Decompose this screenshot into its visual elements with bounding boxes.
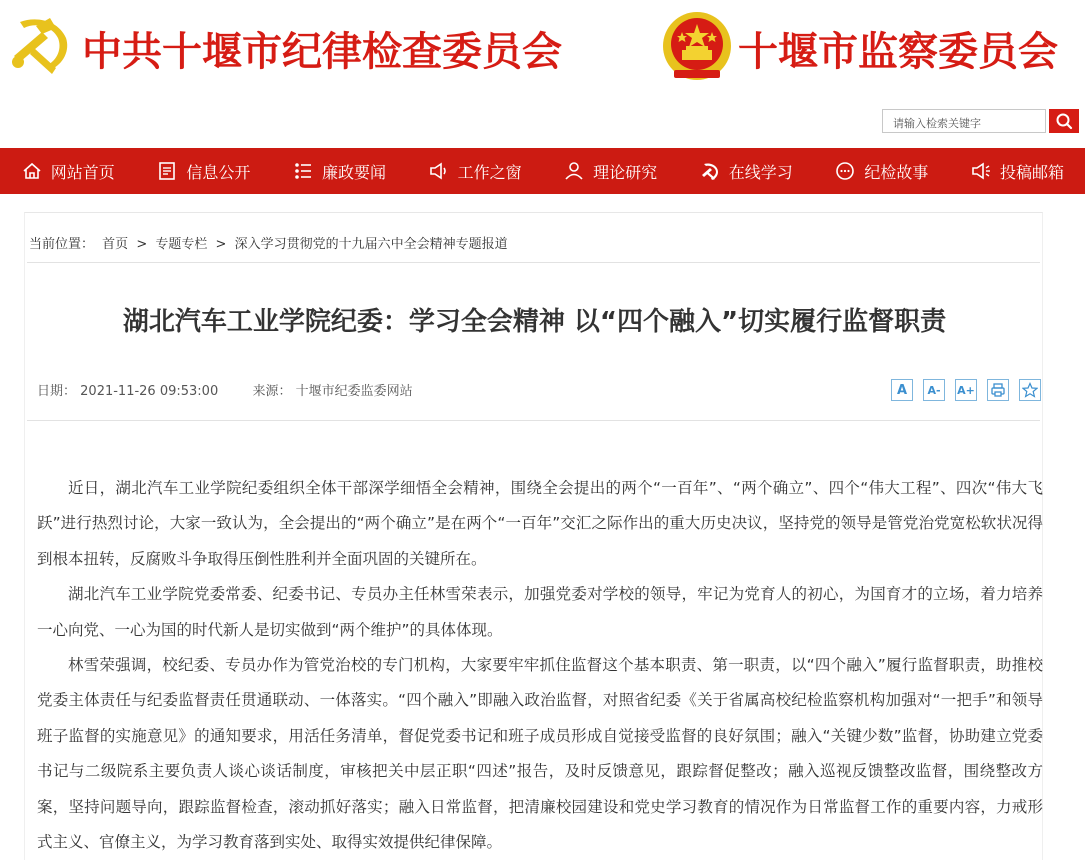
print-button[interactable] bbox=[987, 379, 1009, 401]
supervision-title: 十堰市监察委员会 bbox=[738, 28, 1058, 75]
national-emblem-icon bbox=[660, 10, 734, 84]
nav-item-study[interactable] bbox=[678, 148, 814, 194]
breadcrumb-separator: > bbox=[136, 237, 148, 252]
article-container bbox=[24, 212, 1043, 860]
breadcrumb bbox=[29, 233, 512, 252]
breadcrumb-link-special[interactable]: 专题专栏 bbox=[155, 237, 208, 252]
search-button[interactable] bbox=[1049, 109, 1079, 133]
nav-label: 在线学习 bbox=[728, 162, 793, 182]
nav-item-theory[interactable] bbox=[542, 148, 678, 194]
date-label: 日期： bbox=[37, 384, 77, 399]
nav-label: 理论研究 bbox=[593, 162, 658, 182]
nav-item-info[interactable] bbox=[136, 148, 272, 194]
article-body bbox=[37, 471, 1043, 860]
article-tools bbox=[891, 379, 1051, 401]
search-icon bbox=[1049, 109, 1079, 133]
font-smaller-button[interactable] bbox=[923, 379, 945, 401]
search-input[interactable]: 请输入检索关键字 bbox=[882, 109, 1046, 133]
nav-label: 网站首页 bbox=[50, 162, 115, 182]
article-paragraph: 近日，湖北汽车工业学院纪委组织全体干部深学细悟全会精神，围绕全会提出的两个“一百年”、“两个确立”、四个“伟大工程”、四次“伟大飞跃”进行热烈讨论，大家一致认为，全会提出的“两个确立”是在两个“一百年”交汇之际作出的重大历史决议，坚持党的领导是管党治党宽松软状况得到根本扭转，反腐败斗争取得压倒性胜利并全面巩固的关键所在。 bbox=[37, 479, 1043, 568]
divider bbox=[27, 262, 1040, 263]
article-meta bbox=[37, 380, 413, 399]
party-emblem-icon bbox=[6, 12, 74, 80]
favorite-button[interactable] bbox=[1019, 379, 1041, 401]
nav-item-home[interactable] bbox=[0, 148, 136, 194]
chat-icon bbox=[834, 160, 856, 182]
font-default-button[interactable] bbox=[891, 379, 913, 401]
font-default-icon: A bbox=[896, 382, 908, 398]
speaker-icon bbox=[970, 160, 992, 182]
article-paragraph: 林雪荣强调，校纪委、专员办作为管党治校的专门机构，大家要牢牢抓住监督这个基本职责、第一职责，以“四个融入”履行监督职责，助推校党委主体责任与纪委监督责任贯通联动、一体落实。“四个融入”即融入政治监督，对照省纪委《关于省属高校纪检监察机构加强对“一把手”和领导班子监督的实施意见》的通知要求，用活任务清单，督促党委书记和班子成员形成自觉接受监督的良好氛围；融入“关键少数”监督，协助建立党委书记与二级院系主要负责人谈心谈话制度，审核把关中层正职“四述”报告，及时反馈意见，跟踪督促整改；融入巡视反馈整改监督，围绕整改方案，坚持问题导向，跟踪监督检查，滚动抓好落实；融入日常监督，把清廉校园建设和党史学习教育的情况作为日常监督工作的重要内容，力戒形式主义、官僚主义，为学习教育落到实处、取得实效提供纪律保障。 bbox=[37, 656, 1043, 852]
source-label: 来源： bbox=[252, 384, 292, 399]
nav-item-stories[interactable] bbox=[814, 148, 950, 194]
breadcrumb-link-topic[interactable]: 深入学习贯彻党的十九届六中全会精神专题报道 bbox=[234, 237, 508, 252]
divider bbox=[27, 420, 1040, 421]
nav-label: 工作之窗 bbox=[457, 162, 522, 182]
article-paragraph: 湖北汽车工业学院党委常委、纪委书记、专员办主任林雪荣表示，加强党委对学校的领导，牢记为党育人的初心，为国育才的立场，着力培养一心向党、一心为国的时代新人是切实做到“两个维护”的具体体现。 bbox=[37, 585, 1043, 639]
star-icon bbox=[1022, 382, 1038, 398]
font-smaller-icon: A- bbox=[927, 383, 941, 397]
nav-label: 投稿邮箱 bbox=[999, 162, 1064, 182]
nav-label: 纪检故事 bbox=[864, 162, 929, 182]
font-larger-button[interactable] bbox=[955, 379, 977, 401]
breadcrumb-separator: > bbox=[215, 237, 227, 252]
site-banner bbox=[0, 0, 1085, 140]
nav-item-mailbox[interactable] bbox=[949, 148, 1085, 194]
article-date: 2021-11-26 09:53:00 bbox=[80, 384, 219, 399]
print-icon bbox=[990, 382, 1006, 398]
document-icon bbox=[156, 160, 178, 182]
main-nav bbox=[0, 148, 1085, 194]
article-title: 湖北汽车工业学院纪委：学习全会精神 以“四个融入”切实履行监督职责 bbox=[122, 307, 947, 337]
party-emblem-icon bbox=[699, 160, 721, 182]
user-icon bbox=[563, 160, 585, 182]
font-larger-icon: A+ bbox=[957, 383, 975, 397]
article-source: 十堰市纪委监委网站 bbox=[295, 384, 413, 399]
breadcrumb-prefix: 当前位置： bbox=[29, 237, 95, 252]
list-icon bbox=[292, 160, 314, 182]
nav-item-work[interactable] bbox=[407, 148, 543, 194]
home-icon bbox=[21, 160, 43, 182]
nav-label: 信息公开 bbox=[186, 162, 251, 182]
breadcrumb-link-home[interactable]: 首页 bbox=[102, 237, 129, 252]
committee-title: 中共十堰市纪律检查委员会 bbox=[82, 28, 562, 75]
megaphone-icon bbox=[428, 160, 450, 182]
nav-item-news[interactable] bbox=[271, 148, 407, 194]
nav-label: 廉政要闻 bbox=[321, 162, 386, 182]
